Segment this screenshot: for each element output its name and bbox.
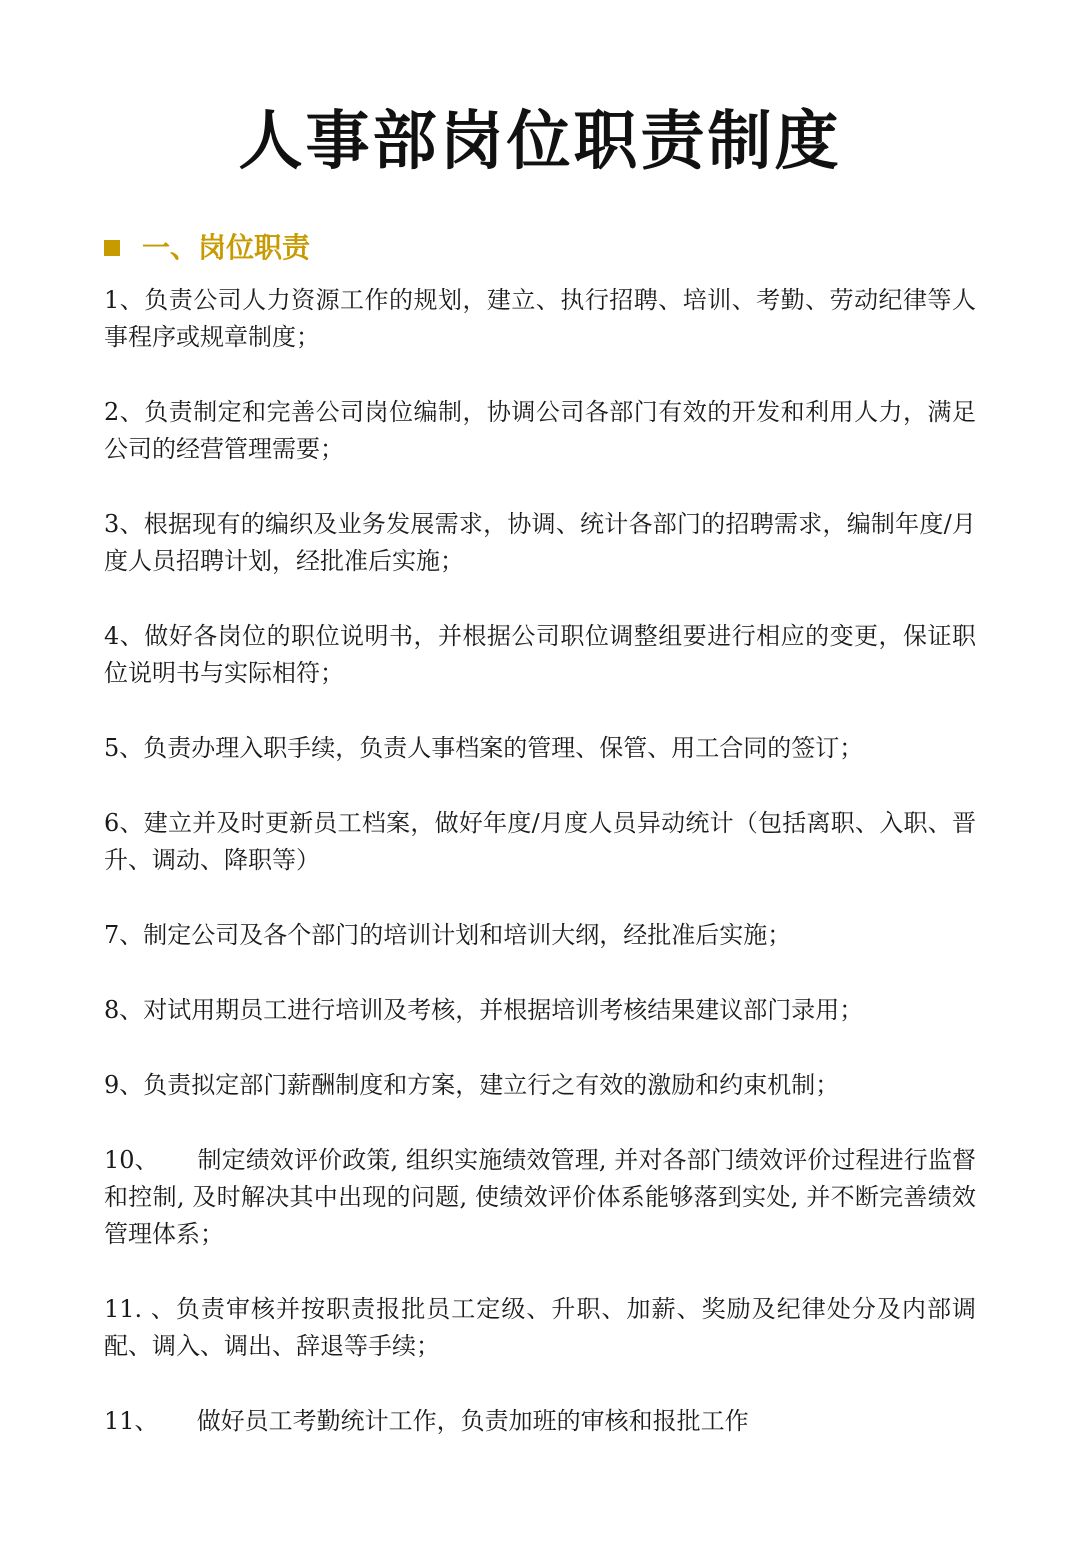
list-item — [104, 1067, 976, 1104]
list-item — [104, 730, 976, 767]
square-bullet-icon — [104, 240, 120, 256]
list-item-number: 7、 — [104, 921, 144, 949]
list-item-text: 做好各岗位的职位说明书，并根据公司职位调整组要进行相应的变更，保证职位说明书与实际相符； — [104, 622, 976, 687]
page-title: 人事部岗位职责制度 — [238, 105, 842, 179]
list-item-number: 11、 — [104, 1407, 197, 1435]
section-header — [104, 226, 310, 270]
list-item-text: 负责办理入职手续，负责人事档案的管理、保管、用工合同的签订； — [143, 734, 864, 762]
list-item-text: 负责制定和完善公司岗位编制，协调公司各部门有效的开发和利用人力，满足公司的经营管理需要； — [104, 398, 976, 463]
list-item-number: 3、 — [104, 510, 144, 538]
list-item-text: 负责公司人力资源工作的规划，建立、执行招聘、培训、考勤、劳动纪律等人事程序或规章制度； — [104, 286, 976, 351]
list-item-number: 8、 — [104, 996, 144, 1024]
list-item-text: 负责拟定部门薪酬制度和方案，建立行之有效的激励和约束机制； — [143, 1071, 840, 1099]
list-item-text: 对试用期员工进行培训及考核，并根据培训考核结果建议部门录用； — [143, 996, 864, 1024]
list-item-number: 10、 — [104, 1146, 198, 1174]
list-item — [104, 805, 976, 879]
list-item-number: 6、 — [104, 809, 144, 837]
duty-list — [104, 282, 976, 1478]
list-item-text: 做好员工考勤统计工作，负责加班的审核和报批工作 — [196, 1407, 749, 1435]
list-item — [104, 1142, 976, 1253]
list-item-text: 负责审核并按职责报批员工定级、升职、加薪、奖励及纪律处分及内部调配、调入、调出、辞退等手续； — [104, 1295, 977, 1360]
list-item-number: 5、 — [104, 734, 144, 762]
list-item — [104, 506, 976, 580]
list-item — [104, 394, 976, 468]
list-item-number: 2、 — [104, 398, 145, 426]
list-item-number: 1、 — [104, 286, 145, 314]
list-item — [104, 1403, 976, 1440]
list-item-number: 4、 — [104, 622, 145, 650]
list-item — [104, 282, 976, 356]
list-item — [104, 917, 976, 954]
section-title: 一、岗位职责 — [142, 231, 311, 264]
list-item-text: 制定公司及各个部门的培训计划和培训大纲，经批准后实施； — [143, 921, 792, 949]
list-item-number: 9、 — [104, 1071, 144, 1099]
list-item — [104, 618, 976, 692]
list-item — [104, 992, 976, 1029]
list-item-text: 建立并及时更新员工档案，做好年度/月度人员异动统计（包括离职、入职、晋升、调动、降职等） — [104, 809, 976, 874]
list-item — [104, 1291, 976, 1365]
list-item-text: 根据现有的编织及业务发展需求，协调、统计各部门的招聘需求，编制年度/月度人员招聘计划，经批准后实施； — [104, 510, 976, 575]
list-item-number: 11. 、 — [104, 1295, 176, 1323]
list-item-text: 制定绩效评价政策, 组织实施绩效管理, 并对各部门绩效评价过程进行监督和控制, 及时解决其中出现的问题, 使绩效评价体系能够落到实处, 并不断完善绩效管理体系； — [104, 1146, 976, 1248]
